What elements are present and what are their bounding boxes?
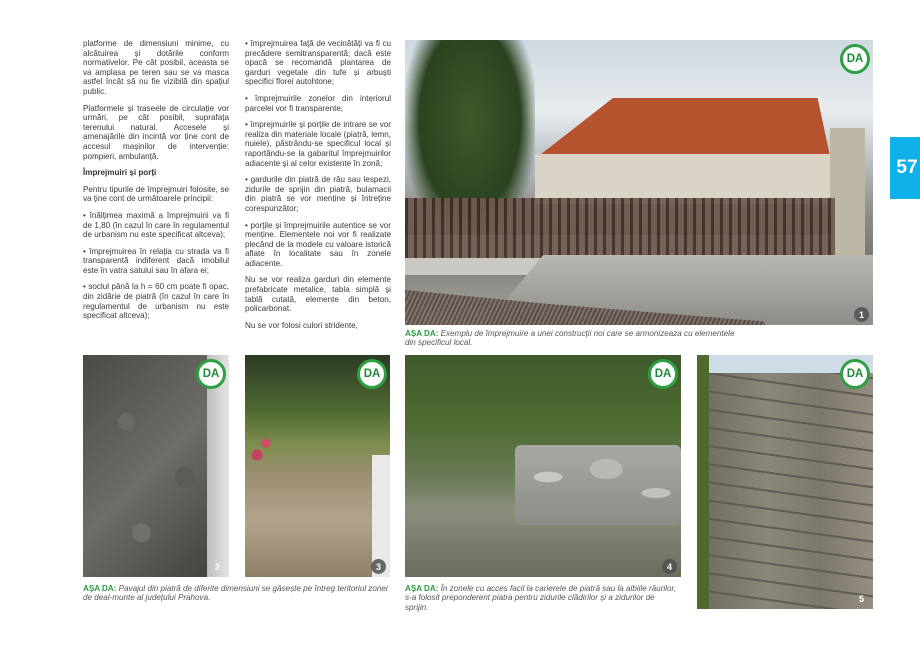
photo-round-stone-wall: [697, 355, 873, 609]
bullet-item: • împrejmuirile și porțile de intrare se vor realiza din materiale locale (piatră, lemn, nuiele), păstrându-se specificul local și raportându-se la gabaritul împrejmuirilor adiacente și al celor existente în zonă;: [245, 120, 391, 168]
photo-garden-path: [245, 355, 390, 577]
da-badge-icon: DA: [840, 44, 870, 74]
caption-photo-1: [405, 329, 735, 348]
paragraph: Nu se vor folosi culori stridente,: [245, 320, 358, 330]
stone-wall: [515, 445, 681, 525]
caption-photos-2-3: [83, 584, 393, 603]
bullet-item: • soclul până la h = 60 cm poate fi opac, din zidărie de piatră (în cazul în care în regulamentul de urbanism nu este specificat altceva);: [83, 282, 229, 321]
caption-lead: AȘA DA:: [83, 584, 117, 593]
da-badge-icon: DA: [648, 359, 678, 389]
photo-number: 1: [854, 307, 869, 322]
da-badge-icon: DA: [357, 359, 387, 389]
photo-number: 2: [214, 561, 220, 572]
photo-stone-pavement: [83, 355, 229, 577]
bullet-item: • împrejmuirea în relația cu strada va fi transparentă indiferent dacă imobilul este în vatra satului sau în afara ei;: [83, 246, 229, 275]
paragraph: Platformele și traseele de circulație vor urmări, pe cât posibil, suprafața terenului natural. Accesele și amenajările din incintă vor ține cont de accesul mașinilor de intervenție: pompieri, ambulanță.: [83, 103, 229, 161]
caption-text: Exemplu de împrejmuire a unei construcții noi care se armonizeaza cu elementele din specificul local.: [405, 329, 735, 348]
photo-number: 3: [371, 559, 386, 574]
page-number: 57: [896, 157, 918, 178]
house-wall: [535, 154, 835, 204]
text-column-middle: [245, 39, 391, 337]
roof: [520, 98, 830, 156]
bullet-item: • gardurile din piatră de râu sau lespezi, zidurile de sprijin din piatră, bulamacii din piatră se vor menține și întreține corespunzător;: [245, 175, 391, 213]
grass: [697, 355, 709, 609]
flowers: [245, 435, 275, 475]
caption-lead: AȘA DA:: [405, 584, 439, 593]
photo-number: 5: [858, 593, 864, 604]
caption-lead: AȘA DA:: [405, 329, 439, 338]
bullet-item: • împrejmuirea față de vecinătăți va fi cu precădere semitransparentă; dacă este opacă se recomandă plantarea de garduri vegetale din tufe și arbuști specifici florei autohtone;: [245, 39, 391, 87]
photo-number: 4: [662, 559, 677, 574]
caption-text: În zonele cu acces facil la carierele de piatră sau la albiile râurilor, s-a folosit preponderent piatra pentru zidurile clădirilor și a zidurilor de sprijin.: [405, 584, 676, 612]
da-badge-icon: DA: [196, 359, 226, 389]
bullet-item: • porțile și împrejmuirile autentice se vor menține. Elementele noi vor fi realizate plecând de la modele cu valoare istorică aflate în localitate sau în zonele adiacente.: [245, 220, 391, 268]
da-badge-icon: DA: [840, 359, 870, 389]
page-number-tab: [890, 137, 920, 199]
paragraph: platforme de dimensiuni minime, cu alcătuirea și dotările conform normativelor. Pe cât posibil, aceasta se va amplasa pe teren sau se va masca astfel încât să nu fie vizibilă din spațiul public.: [83, 39, 229, 96]
photo-stone-wall-vegetation: [405, 355, 681, 577]
paragraph: Pentru tipurile de împrejmuiri folosite, se va ține cont de următoarele principii:: [83, 184, 229, 204]
bullet-item: • împrejmuirile zonelor din interiorul parcelei vor fi transparente;: [245, 93, 391, 113]
bullet-item: • înălțimea maximă a împrejmuirii va fi de 1,80 (în cazul în care în regulamentul de urbanism nu este specificat altceva);: [83, 210, 229, 240]
photo-house-fence: [405, 40, 873, 325]
caption-text: Pavajul din piatră de diferite dimensiuni se găsește pe întreg teritoriul zonei de deal-munte al județului Prahova.: [83, 584, 388, 603]
section-heading: Împrejmuiri și porți: [83, 168, 157, 178]
wooden-fence: [405, 198, 835, 258]
caption-photos-4-5: [405, 584, 680, 612]
text-column-left: [83, 39, 229, 328]
paragraph: Nu se vor realiza garduri din elemente prefabricate metalice, tabla simplă și tablă cutată, elemente din beton, policarbonat.: [245, 275, 391, 314]
